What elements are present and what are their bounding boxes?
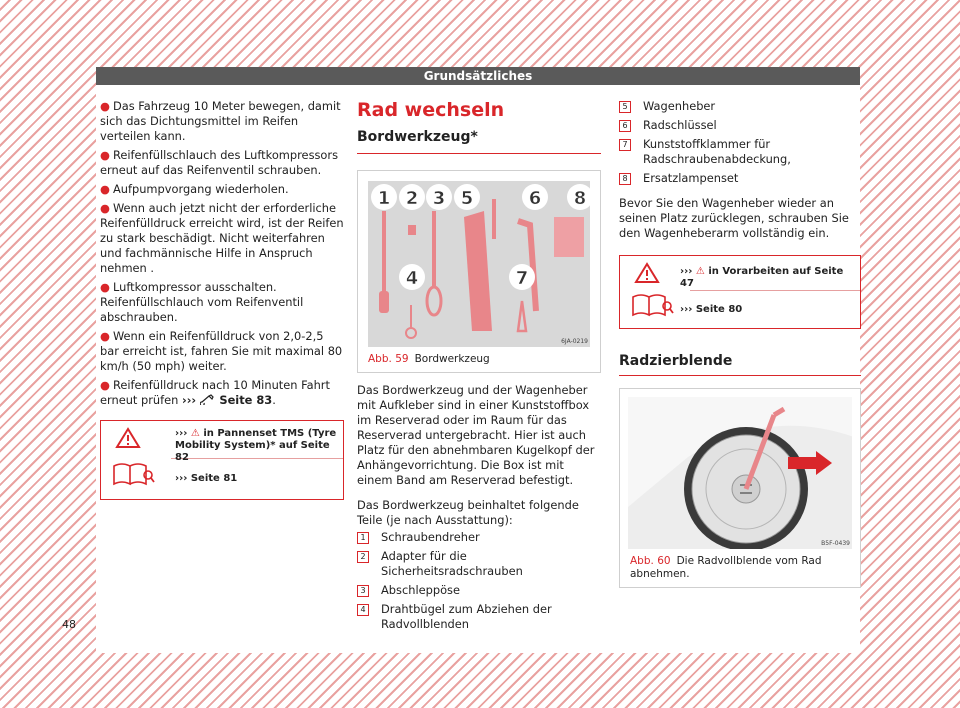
list-item: 6 Radschlüssel [619,118,861,133]
link-arrow-icon: ››› [182,393,197,407]
figure-caption: Abb. 60 Die Radvollblende vom Rad abnehmen. [630,555,822,580]
item-number-badge: 7 [619,139,631,151]
item-number-badge: 1 [357,532,369,544]
warning-separator [690,290,860,291]
book-icon [111,461,155,487]
callout-4: 4 [405,268,419,289]
right-column [619,99,861,588]
callout-3: 3 [432,188,446,209]
figure-caption: Abb. 59 Bordwerkzeug [368,353,490,365]
callout-6: 6 [528,188,542,209]
callout-8: 8 [573,188,587,209]
bullet-dot: ● [100,99,110,113]
bullet-item: ● Aufpumpvorgang wiederholen. [100,182,289,196]
item-number-badge: 6 [619,120,631,132]
warning-small-icon: ⚠ [190,428,200,439]
link-arrow-icon: ››› [175,473,188,484]
tool-kit-drawing [368,181,590,347]
book-icon [630,292,674,318]
warning-triangle-icon [634,262,660,284]
item-number-badge: 5 [619,101,631,113]
item-number-badge: 2 [357,551,369,563]
section-title: Rad wechseln [357,99,505,121]
bullet-dot: ● [100,182,110,196]
paragraph: Das Bordwerkzeug beinhaltet folgende Teile (je nach Ausstattung): [357,498,579,527]
callout-1: 1 [377,188,391,209]
warning-small-icon: ⚠ [695,266,705,277]
warning-text[interactable]: ››› ⚠ in Pannenset TMS (Tyre Mobility System)* auf Seite 82 [175,428,337,463]
item-number-badge: 3 [357,585,369,597]
list-item: 4 Drahtbügel zum Abziehen der Radvollblenden [357,602,601,632]
list-item: 8 Ersatzlampenset [619,171,861,186]
warning-page-ref[interactable]: ››› Seite 81 [175,473,238,484]
warning-text[interactable]: ››› ⚠ in Vorarbeiten auf Seite 47 [680,266,844,289]
warning-box [100,420,344,500]
callout-5: 5 [460,188,474,209]
subsection-title: Radzierblende [619,353,861,376]
left-column [100,99,344,500]
bullet-dot: ● [100,148,110,162]
warning-box [619,255,861,329]
callout-7: 7 [515,268,529,289]
list-item: 3 Abschleppöse [357,583,601,598]
list-item: 2 Adapter für die Sicherheitsradschrauben [357,549,601,579]
item-number-badge: 4 [357,604,369,616]
tool-kit-illustration [368,181,590,347]
figure-code: 6JA-0219 [561,338,588,345]
page-link-83[interactable]: Seite 83 [219,393,273,407]
bullet-dot: ● [100,378,110,392]
bullet-dot: ● [100,201,110,215]
link-arrow-icon: ››› [175,428,188,439]
paragraph: Bevor Sie den Wagenheber wieder an seinen Platz zurücklegen, schrauben Sie den Wagenheberarm vollständig ein. [619,196,849,240]
list-item: 7 Kunststoffklammer für Radschraubenabdeckung, [619,137,861,167]
figure-60 [619,388,861,588]
tool-icon [200,393,216,405]
item-number-badge: 8 [619,173,631,185]
list-item: 5 Wagenheber [619,99,861,114]
page-number: 48 [62,618,76,631]
warning-page-ref[interactable]: ››› Seite 80 [680,304,743,315]
subsection-title: Bordwerkzeug* [357,129,601,154]
figure-59 [357,170,601,373]
hubcap-illustration [628,397,852,549]
callout-2: 2 [405,188,419,209]
bullet-item: ● Wenn ein Reifenfülldruck von 2,0-2,5 bar erreicht ist, fahren Sie mit maximal 80 km/h (50 mph) weiter. [100,329,343,373]
parts-list [357,530,601,632]
bullet-dot: ● [100,280,110,294]
bullet-item: ● Luftkompressor ausschalten. Reifenfüllschlauch vom Reifenventil abschrauben. [100,280,304,324]
link-arrow-icon: ››› [680,304,693,315]
list-item: 1 Schraubendreher [357,530,601,545]
hubcap-drawing [628,397,852,549]
middle-column [357,99,601,636]
bullet-dot: ● [100,329,110,343]
bullet-item: ● Wenn auch jetzt nicht der erforderliche Reifenfülldruck erreicht wird, ist der Reifen zu stark beschädigt. Nicht weiterfahren und fachmännische Hilfe in Anspruch nehmen . [100,201,344,275]
parts-list-continued [619,99,861,186]
paragraph: Das Bordwerkzeug und der Wagenheber mit Aufkleber sind in einer Kunststoffbox im Reserverad oder im Raum für das Reserverad untergebracht. Hier ist auch Platz für den abnehmbaren Kugelkopf der Anhängevorrichtung. Die Box ist mit einem Band am Reserverad befestigt. [357,383,595,487]
bullet-item: ● Reifenfüllschlauch des Luftkompressors erneut auf das Reifenventil schrauben. [100,148,339,177]
figure-code: B5F-0439 [821,540,850,547]
running-header: Grundsätzliches [96,67,860,85]
link-arrow-icon: ››› [680,266,693,277]
bullet-item: ● Das Fahrzeug 10 Meter bewegen, damit sich das Dichtungsmittel im Reifen verteilen kann. [100,99,341,143]
warning-triangle-icon [115,427,141,449]
bullet-item: ● Reifenfülldruck nach 10 Minuten Fahrt erneut prüfen ››› Seite 83. [100,378,330,407]
